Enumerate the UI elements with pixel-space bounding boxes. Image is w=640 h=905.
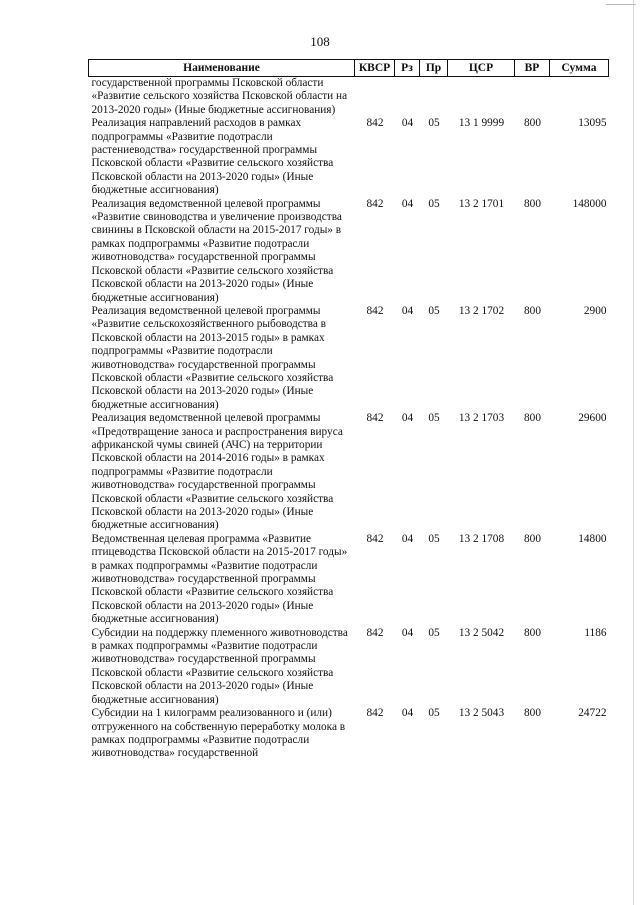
header-csr: ЦСР [448,60,515,77]
row-sum: 14800 [578,532,607,545]
row-csr: 13 2 1703 [458,412,505,425]
row-kvsr: 842 [366,412,384,425]
page-number: 108 [310,34,330,49]
row-vr: 800 [524,532,541,545]
row-name: Субсидии на поддержку племенного животноводства в рамках подпрограммы «Развитие подотрасли животноводства» государственной программы Псковской области «Развитие сельского хозяйства Псковской области на 2013-2020 годы» (Иные бюджетные ассигнования) [91,626,348,706]
row-vr: 800 [524,412,541,425]
row-name: Реализация ведомственной целевой программы «Развитие свиноводства и увеличение производства свинины в Псковской области на 2015-2017 годы» в рамках подпрограммы «Развитие подотрасли животноводства» государственной программы Псковской области «Развитие сельского хозяйства Псковской области на 2013-2020 годы» (Иные бюджетные ассигнования) [91,197,342,304]
table-row [89,412,609,533]
row-csr: 13 2 1708 [458,532,505,545]
row-vr: 800 [524,707,541,720]
row-csr: 13 2 1701 [458,197,505,210]
row-rz: 04 [401,304,414,317]
row-csr: 13 2 5043 [458,707,505,720]
row-name: Реализация ведомственной целевой программы «Развитие сельскохозяйственного рыбоводства в Псковской области на 2013-2015 годы» в рамках подпрограммы «Развитие подотрасли животноводства» государственной программы Псковской области «Развитие сельского хозяйства Псковской области на 2013-2020 годы» (Иные бюджетные ассигнования) [91,304,334,411]
row-csr [448,77,515,118]
row-pr: 05 [428,304,440,317]
row-rz: 04 [401,412,414,425]
row-vr: 800 [524,304,541,317]
table-row [89,627,609,707]
row-sum [550,77,609,118]
row-kvsr: 842 [366,532,384,545]
row-csr: 13 1 9999 [458,117,505,130]
row-sum: 24722 [578,707,607,720]
row-sum: 2900 [583,304,607,317]
row-csr: 13 2 5042 [458,626,505,639]
row-pr: 05 [428,532,440,545]
row-kvsr [355,77,395,118]
table-row [89,707,609,761]
row-kvsr: 842 [366,707,384,720]
row-vr [515,77,550,118]
row-pr: 05 [428,707,440,720]
row-rz: 04 [401,197,414,210]
row-rz: 04 [401,707,414,720]
row-rz: 04 [401,626,414,639]
table-row [89,117,609,197]
row-rz: 04 [401,117,414,130]
row-sum: 1186 [584,626,607,639]
header-pr: Пр [420,60,448,77]
row-name: Реализация направлений расходов в рамках подпрограммы «Развитие подотрасли растениеводства» государственной программы Псковской области «Развитие сельского хозяйства Псковской области на 2013-2020 годы» (Иные бюджетные ассигнования) [91,117,334,197]
scan-edge [633,0,634,905]
table-row [89,77,609,118]
header-kvsr: КВСР [355,60,395,77]
row-rz [395,77,420,118]
row-sum: 29600 [578,412,607,425]
header-sum: Сумма [550,60,609,77]
table-row [89,305,609,412]
row-name: Субсидии на 1 килограмм реализованного и (или) отгруженного на собственную переработку молока в рамках подпрограммы «Развитие подотрасли животноводства» государственной [91,707,346,760]
table-row [89,533,609,627]
row-vr: 800 [524,117,541,130]
row-pr: 05 [428,412,440,425]
header-vr: ВР [515,60,550,77]
row-kvsr: 842 [366,117,384,130]
header-name: Наименование [89,60,355,77]
row-pr [420,77,448,118]
row-vr: 800 [524,197,541,210]
row-sum: 148000 [572,197,607,210]
row-pr: 05 [428,197,440,210]
row-pr: 05 [428,626,440,639]
row-kvsr: 842 [366,626,384,639]
row-pr: 05 [428,117,440,130]
row-kvsr: 842 [366,304,384,317]
row-sum: 13095 [578,117,607,130]
table-row [89,198,609,305]
row-kvsr: 842 [366,197,384,210]
row-rz: 04 [401,532,414,545]
row-name: государственной программы Псковской области «Развитие сельского хозяйства Псковской области на 2013-2020 годы» (Иные бюджетные ассигнования) [91,77,348,116]
row-name: Реализация ведомственной целевой программы «Предотвращение заноса и распространения вируса африканской чумы свиней (АЧС) на территории Псковской области на 2014-2016 годы» в рамках подпрограммы «Развитие подотрасли животноводства» государственной программы Псковской области «Развитие сельского хозяйства Псковской области на 2013-2020 годы» (Иные бюджетные ассигнования) [91,412,343,532]
row-csr: 13 2 1702 [458,304,505,317]
scan-mark [606,4,636,5]
row-name: Ведомственная целевая программа «Развитие птицеводства Псковской области на 2015-2017 годы» в рамках подпрограммы «Развитие подотрасли животноводства» государственной программы Псковской области «Развитие сельского хозяйства Псковской области на 2013-2020 годы» (Иные бюджетные ассигнования) [91,532,348,626]
header-rz: Рз [395,60,420,77]
table-header-row [89,60,609,77]
budget-table [88,59,609,761]
row-vr: 800 [524,626,541,639]
